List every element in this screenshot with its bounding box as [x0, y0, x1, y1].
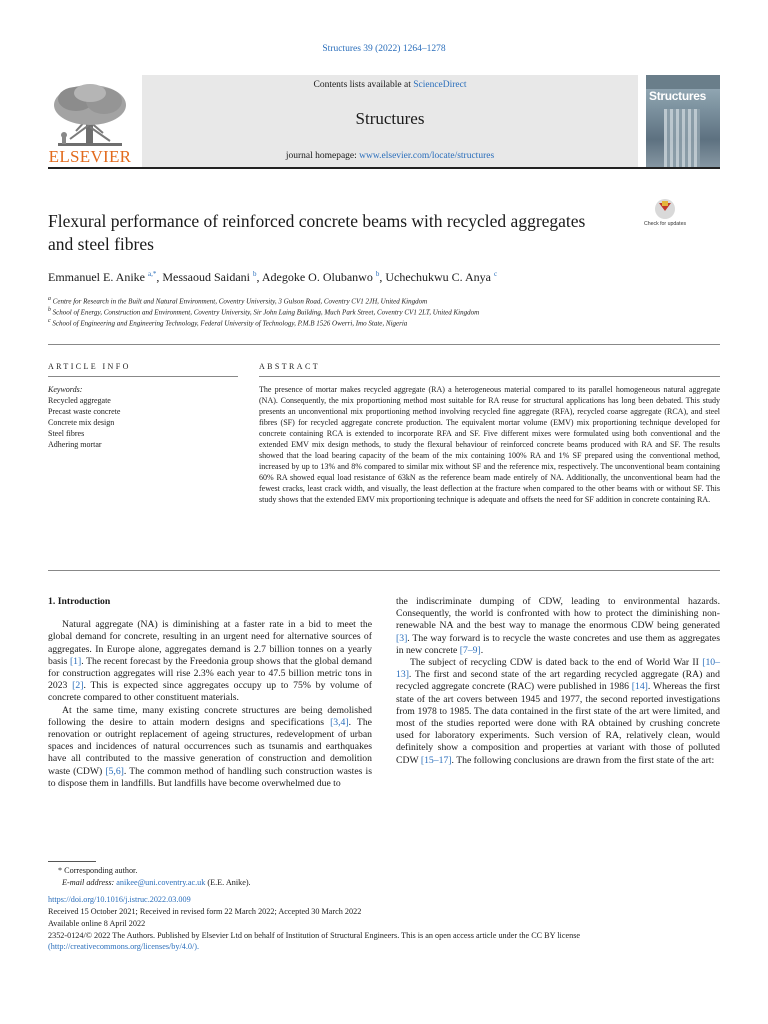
author-sup[interactable]: c [493, 270, 498, 278]
body-paragraph [48, 619, 372, 704]
homepage-prefix: journal homepage: [285, 151, 360, 161]
citation-link[interactable]: [14] [631, 681, 648, 693]
check-for-updates-badge[interactable] [643, 197, 687, 231]
abstract-text: The presence of mortar makes recycled aggregate (RA) a heterogeneous material compared to its parallel homogeneous natural aggregate (NA). Consequently, the mix proportioning method most suitable for RA reuse for structural applications has long been debated. This study presents an unconventional mix proportioning method involving recycled fine aggregate (RFA), recycled coarse aggregate (RCA), and steel fibres (SF) for recycled aggregate concrete production. The equivalent mortar volume (EMV) mix proportioning technique developed for concrete containing RCA is extended to incorporate RFA and SF. Five different mixes were formulated using both conventional and the extended EMV mix design methods, to study the flexural behaviour of reinforced concrete beams produced with RA and SF. The results showed that the load bearing capacity of the beam of the mix containing 100% RA and 1% SF prepared using the conventional method, increased by up to 13% and 8% compared to similar mix without SF and the reference mix, respectively. The unconventional beam containing 60% RA showed equal load resistance of 63kN as the reference beam made entirely of NA. Additionally, the unconventional beam had the fewest cracks, least crack width, and visually, the least deflection at the fracture when compared to the other beams with or without SF. This study shows that the extended EMV mix proportioning technique is adequate and offsets the need for SF addition in concrete containing RA. [259, 385, 720, 504]
text-run: . The renovation or outright replacement of ageing structures, redevelopment of urban spaces and incidences of natural occurrences such as tsunamis and earthquakes have all contributed to the massive generation of construction and demolition waste (CDW) [48, 716, 372, 777]
email-suffix: (E.E. Anike). [205, 877, 251, 887]
journal-homepage-link[interactable]: www.elsevier.com/locate/structures [359, 151, 495, 161]
keyword: Precast waste concrete [48, 407, 121, 416]
keyword: Recycled aggregate [48, 396, 111, 405]
keyword: Steel fibres [48, 429, 85, 438]
corresponding-note: * Corresponding author. [58, 866, 138, 875]
citation-link[interactable]: [2] [72, 680, 84, 692]
received-dates: Received 15 October 2021; Received in revised form 22 March 2022; Accepted 30 March 2022 [48, 907, 362, 917]
body-right-column [396, 596, 720, 767]
journal-info-box [142, 75, 638, 167]
cover-title: Structures [649, 89, 707, 103]
affiliation [48, 318, 728, 327]
article-info-heading: ARTICLE INFO [48, 362, 131, 371]
citation-link[interactable]: [10–13] [396, 657, 720, 681]
author-sup[interactable]: b [253, 270, 257, 278]
section-title: 1. Introduction [48, 596, 111, 607]
journal-cover-image[interactable] [646, 75, 720, 167]
author-name[interactable]: Uchechukwu C. Anya [385, 270, 491, 284]
abstract-rule [259, 376, 720, 377]
journal-header [48, 75, 720, 169]
sciencedirect-link[interactable]: ScienceDirect [413, 80, 467, 90]
author-name[interactable]: Adegoke O. Olubanwo [261, 270, 373, 284]
text-run: Natural aggregate (NA) is diminishing at a faster rate in a bid to meet the global demand for concrete, resulting in an urgent need for alternative sources of aggregates. In Europe alone, aggregates demand is 2.7 billion tonnes on a yearly basis [48, 619, 372, 667]
homepage-line [142, 151, 638, 161]
keywords-list [48, 384, 228, 450]
text-run: . [480, 644, 484, 656]
contents-prefix: Contents lists available at [313, 80, 414, 90]
affiliation-text: School of Energy, Construction and Environment, Coventry University, Sir John Laing Building, Much Park Street, Coventry CV1 2LT, United Kingdom [52, 308, 480, 317]
affiliation-text: School of Engineering and Engineering Technology, Federal University of Technology, P.M.B 1526 Owerri, Imo State, Nigeria [52, 319, 408, 328]
author-sup[interactable]: a,* [147, 270, 157, 278]
keyword: Adhering mortar [48, 440, 102, 449]
journal-title: Structures [355, 109, 425, 128]
text-run: . The way forward is to recycle the waste concretes and use them as aggregates in new concrete [396, 632, 720, 656]
affiliation-sup: c [48, 318, 51, 324]
text-run: . The first and second state of the art regarding recycled aggregate (RA) and recycled aggregate concrete (RAC) were published in 1986 [396, 669, 720, 693]
citation-link[interactable]: [7–9] [459, 644, 481, 656]
keyword: Concrete mix design [48, 418, 115, 427]
email-label: E-mail address: [62, 877, 117, 887]
body-paragraph [48, 705, 372, 790]
license-link[interactable]: (http://creativecommons.org/licenses/by/4.0/). [48, 942, 200, 952]
email-link[interactable]: anikee@uni.coventry.ac.uk [116, 877, 206, 887]
affiliation-sup: a [48, 296, 51, 302]
doi-link[interactable]: https://doi.org/10.1016/j.istruc.2022.03.009 [48, 895, 191, 905]
body-paragraph [396, 657, 720, 767]
body-paragraph [396, 596, 720, 657]
copyright-line: 2352-0124/© 2022 The Authors. Published by Elsevier Ltd on behalf of Institution of Structural Engineers. This is an open access article under the CC BY license [48, 930, 581, 940]
corresponding-text: Corresponding author. [64, 866, 138, 875]
text-run: . The following conclusions are drawn from the first state of the art: [451, 754, 715, 766]
publisher-wordmark: ELSEVIER [48, 147, 132, 166]
citation-link[interactable]: [3] [396, 632, 408, 644]
text-run: At the same time, many existing concrete structures are being demolished following the desire to attain modern designs and specifications [48, 704, 372, 728]
contents-line [142, 80, 638, 90]
author-name[interactable]: Messaoud Saidani [162, 270, 250, 284]
text-run: . Whereas the first state of the art covers between 1945 and 1977, the second reported investigations from 1978 to 1985. The data contained in the first state of the art were limited, and most of the studies reported were done with RA obtained by crushing concrete used for laboratory experiments. Such version of RA, relatively clean, would definitely show a composition and properties at variant with those of polluted CDW [396, 681, 720, 766]
citation-link[interactable]: [3,4] [330, 716, 349, 728]
article-info-rule [48, 376, 238, 377]
divider [48, 570, 720, 571]
footnote-rule [48, 861, 96, 862]
abstract-heading: ABSTRACT [259, 362, 320, 371]
author-name[interactable]: Emmanuel E. Anike [48, 270, 145, 284]
cover-top-bar [646, 75, 720, 89]
check-updates-label: Check for updates [643, 221, 687, 227]
journal-reference[interactable]: Structures 39 (2022) 1264–1278 [322, 44, 446, 54]
affiliation [48, 296, 728, 305]
divider [48, 344, 720, 345]
body-left-column [48, 596, 372, 790]
email-note [48, 877, 720, 889]
check-updates-icon [643, 197, 687, 231]
citation-link[interactable]: [15–17] [420, 754, 452, 766]
text-run: . The recent forecast by the Freedonia group shows that the global demand for construction aggregates will rise 2.3% each year to 47.5 billion metric tons in 2023 [48, 655, 373, 692]
author-list: Emmanuel E. Anike $^{a,*}$, Messaoud Saidani $^b$, Adegoke O. Olubanwo $^b$, Uchechukwu C. Anya $^c$ [48, 270, 498, 284]
citation-link[interactable]: [1] [69, 655, 82, 667]
citation-link[interactable]: [5,6] [105, 765, 124, 777]
affiliation-sup: b [48, 307, 51, 313]
cover-building-graphic [664, 109, 700, 167]
text-run: . This is expected since aggregates occupy up to 75% by volume of concrete compared to other constituent materials. [48, 680, 372, 704]
available-online: Available online 8 April 2022 [48, 918, 146, 928]
footnotes [48, 865, 720, 953]
author-sup[interactable]: b [375, 270, 380, 278]
affiliation-text: Centre for Research in the Built and Natural Environment, Coventry University, 3 Gulson Road, Coventry CV1 2JH, United Kingdom [52, 297, 428, 306]
keywords-label: Keywords: [48, 385, 83, 394]
affiliation [48, 307, 728, 316]
text-run: the indiscriminate dumping of CDW, leading to environmental hazards. Consequently, the world is confronted with how to protect the diminishing non-renewable NA and the best way to manage the enormous CDW being generated [396, 596, 720, 632]
text-run: . The common method of handling such construction wastes is to dispose them in landfills. But landfills have become overwhelmed due to [48, 765, 372, 789]
text-run: The subject of recycling CDW is dated back to the end of World War II [410, 657, 703, 669]
article-title: Flexural performance of reinforced concrete beams with recycled aggregates and steel fibres [48, 211, 586, 254]
